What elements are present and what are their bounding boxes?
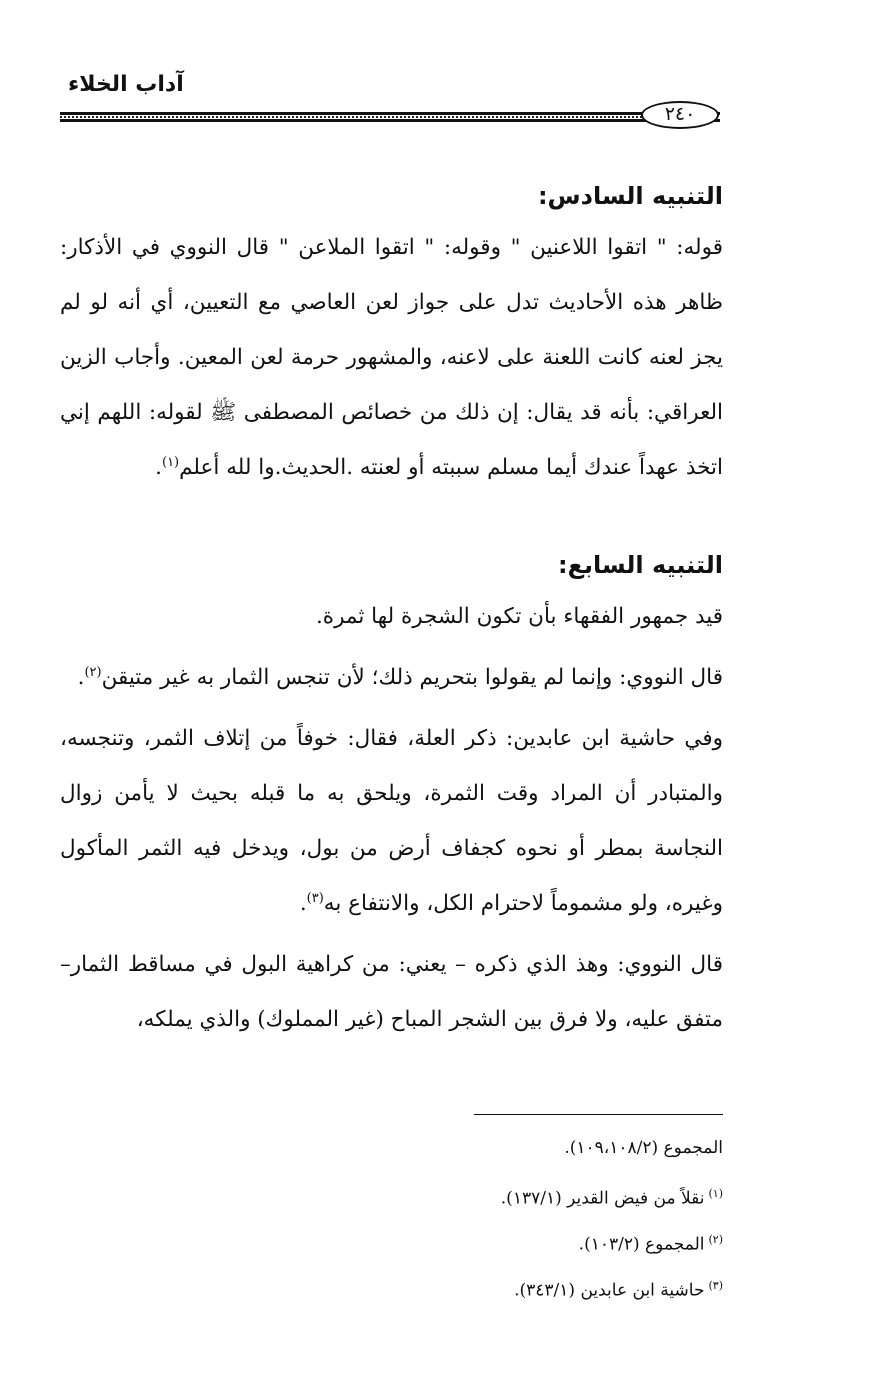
paragraph-seventh-3	[60, 711, 723, 931]
paragraph-seventh-2	[60, 650, 723, 705]
footnote-text: المجموع (١٠٣/٢).	[578, 1234, 705, 1255]
paragraph-seventh-1: قيد جمهور الفقهاء بأن تكون الشجرة لها ثمرة.	[315, 604, 723, 629]
paragraph-end: .	[77, 665, 85, 690]
footnote-ref: (١)	[161, 454, 180, 470]
paragraph-text: قوله: " اتقوا اللاعنين " وقوله: " اتقوا الملاعن " قال النووي في الأذكار: ظاهر هذه الأحاديث تدل على جواز لعن العاصي مع التعيين، أي أنه لو لم يجز لعنه كانت اللعنة على لاعنه، والمشهور حرمة لعن المعين. وأجاب الزين العراقي: بأنه قد يقال: إن ذلك من خصائص المصطفى ﷺ لقوله: اللهم إني اتخذ عهداً عندك أيما مسلم سببته أو لعنته .الحديث.وا لله أعلم	[60, 235, 723, 480]
section-heading-sixth: التنبيه السادس:	[537, 182, 723, 210]
paragraph-sixth	[60, 220, 723, 495]
section-heading-seventh: التنبيه السابع:	[557, 551, 723, 579]
footnote-1	[300, 1174, 723, 1220]
main-text	[60, 172, 723, 1053]
paragraph-end: .	[155, 455, 162, 480]
paragraph-seventh-4: قال النووي: وهذ الذي ذكره – يعني: من كراهية البول في مساقط الثمار– متفق عليه، ولا فرق بين الشجر المباح (غير المملوك) والذي يملكه،	[60, 952, 723, 1032]
header-rule-pattern	[60, 116, 720, 118]
footnotes	[300, 1128, 723, 1312]
paragraph-text: وفي حاشية ابن عابدين: ذكر العلة، فقال: خوفاً من إتلاف الثمر، وتنجسه، والمتبادر أن المراد وقت الثمرة، ويلحق به ما قبله بحيث لا يأمن زوال النجاسة بمطر أو نحوه كجفاف أرض من بول، ويدخل فيه الثمر المأكول وغيره، ولو مشموماً لاحترام الكل، والانتفاع به	[60, 726, 723, 916]
footnote-3	[300, 1266, 723, 1312]
footnote-marker: (٣)	[708, 1279, 723, 1292]
footnote-2	[300, 1220, 723, 1266]
footnote-ref: (٢)	[84, 664, 102, 680]
running-title: آداب الخلاء	[68, 72, 184, 97]
paragraph-text: قال النووي: وإنما لم يقولوا بتحريم ذلك؛ لأن تنجس الثمار به غير متيقن	[101, 665, 723, 690]
footnote-marker: (١)	[708, 1187, 723, 1200]
footnote-separator	[474, 1114, 723, 1115]
footnote-carryover: المجموع (١٠٩،١٠٨/٢).	[564, 1138, 723, 1158]
page-number: ٢٤٠	[641, 101, 719, 129]
footnote-text: حاشية ابن عابدين (٣٤٣/١).	[514, 1280, 705, 1301]
footnote-marker: (٢)	[708, 1233, 723, 1246]
footnote-ref: (٣)	[306, 890, 324, 906]
footnote-text: نقلاً من فيض القدير (١٣٧/١).	[500, 1188, 705, 1209]
section-gap	[60, 501, 723, 541]
paragraph-end: .	[299, 891, 307, 916]
